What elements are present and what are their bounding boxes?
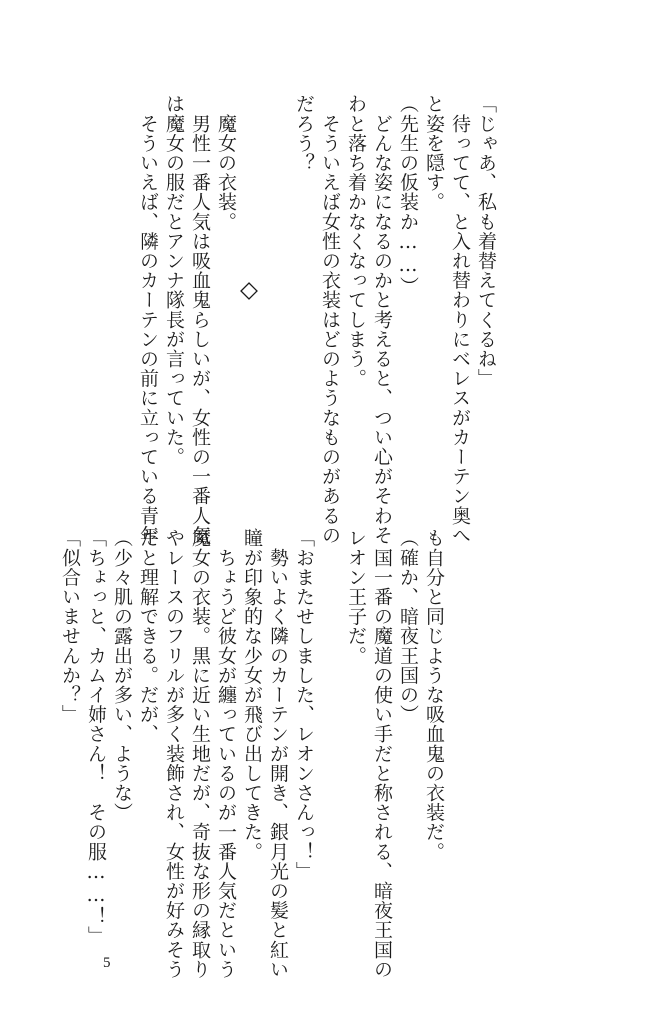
- text-line: だと理解できる。だが、: [137, 528, 159, 744]
- text-line: そういえば、隣のカーテンの前に立っている青年: [137, 94, 159, 545]
- text-line: 男性一番人気は吸血鬼らしいが、女性の一番人気: [189, 94, 211, 545]
- blank-line: [317, 528, 343, 938]
- text-line: 魔女の衣装。黒に近い生地だが、奇抜な形の縁取り: [189, 528, 211, 979]
- text-line: 「ちょっと、カムイ姉さん！ その服……！」: [85, 528, 107, 946]
- text-line: 勢いよく隣のカーテンが開き、銀月光の髪と紅い: [267, 528, 289, 979]
- text-block-top: [135, 94, 499, 545]
- text-line: 「おまたせしました、レオンさんっ！」: [293, 528, 315, 881]
- text-line: （先生の仮装か……）: [397, 94, 419, 296]
- text-line: だろう？: [293, 94, 315, 173]
- text-line: ちょうど彼女が纏っているのが一番人気だという: [215, 528, 237, 979]
- text-line: （確か、暗夜王国の）: [397, 528, 419, 724]
- text-line: どんな姿になるのかと考えると、つい心がそわそ: [371, 94, 393, 545]
- text-line: そういえば女性の衣装はどのようなものがあるの: [319, 94, 341, 545]
- text-line: （少々肌の露出が多い、ような）: [111, 528, 133, 822]
- text-line: は魔女の服だとアンナ隊長が言っていた。: [163, 94, 185, 467]
- text-line: も自分と同じような吸血鬼の衣装だ。: [423, 528, 445, 862]
- text-block-bottom: [57, 528, 447, 979]
- text-line: レオン王子だ。: [345, 528, 367, 666]
- text-line: やレースのフリルが多く装飾され、女性が好みそう: [163, 528, 185, 979]
- text-line: 国一番の魔道の使い手だと称される、暗夜王国の: [371, 528, 393, 979]
- text-line: 瞳が印象的な少女が飛び出してきた。: [241, 528, 263, 862]
- scene-break-diamond-icon: [240, 282, 258, 300]
- page-number: 5: [103, 955, 111, 971]
- text-line: 「似合いませんか？」: [59, 528, 81, 724]
- text-line: わと落ち着かなくなってしまう。: [345, 94, 367, 388]
- text-line: 待ってて、と入れ替わりにベレスがカーテン奥へ: [449, 94, 471, 545]
- text-line: 「じゃあ、私も着替えてくるね」: [475, 94, 497, 388]
- text-line: 魔女の衣装。: [215, 94, 237, 232]
- blank-line: [265, 94, 291, 504]
- text-line: と姿を隠す。: [423, 94, 445, 212]
